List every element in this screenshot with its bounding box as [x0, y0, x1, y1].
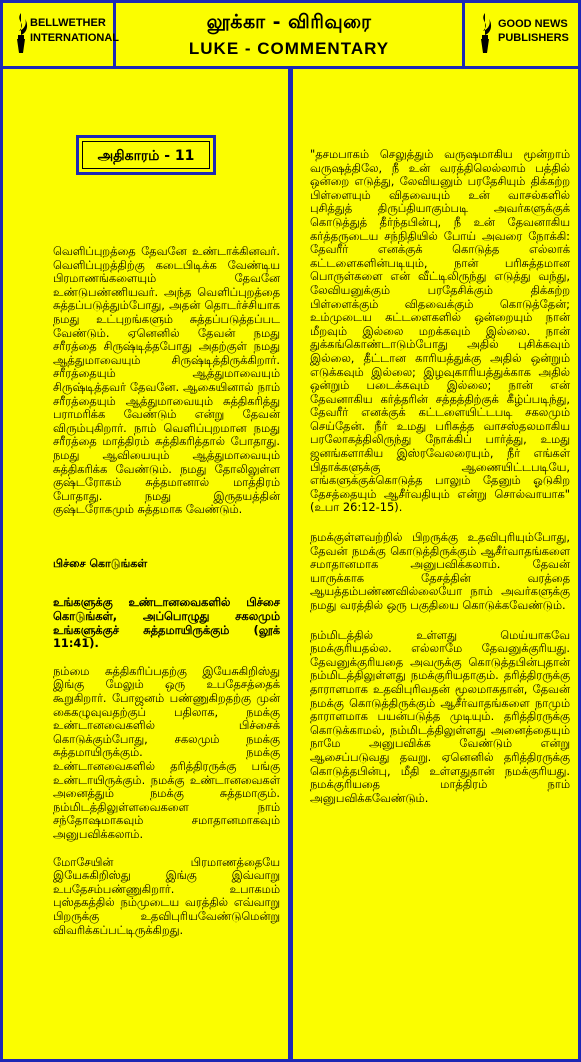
title-tamil: லூக்கா - விரிவுரை: [206, 11, 372, 33]
left-paragraph-2: நம்மை சுத்திகரிப்பதற்கு இயேசுகிறிஸ்து இங்கு மேலும் ஒரு உபதேசத்தைக் கூறுகிறார். போஜனம் பண்ணுகிறதற்கு முன் கைகழுவுவதற்குப் பதிலாக, நமக்கு உண்டானவைகளில் பிச்சைக் கொடுக்கும்போது, சகலமும் நமக்கு சுத்தமாயிருக்கும். நமக்கு உண்டானவைகளில் தரித்திரருக்கு பங்கு உண்டாயிருக்கும். நமக்கு உண்டானவைகள் அனைத்தும் நமக்கு சுத்தமாகும். நம்மிடத்திலுள்ளவைகளை நாம் சந்தோஷமாகவும் சமாதானமாகவும் அனுபவிக்கலாம்.: [53, 663, 280, 841]
right-column: [293, 69, 578, 805]
left-column: [3, 69, 288, 937]
right-paragraph-2: நம்மிடத்தில் உள்ளது மெய்யாகவே நமக்குரியதல்ல. எல்லாமே தேவனுக்குரியது. தேவனுக்குரியதை அவருக்கு கொடுத்தபின்புதான் நம்மிடத்திலுள்ளது நமக்குரியதாகும். தரித்திரருக்கு தாராளமாக உதவிபுரிவதன் மூலமாகதான், தேவன் நமக்கு கொடுத்திருக்கும் ஆசீர்வாதங்களை நாமும் தாராளமாக பயன்படுத்த முடியும். தரித்திரருக்கு கொடுக்காமல், நம்மிடத்திலுள்ளது அனைத்தையும் நாமே அனுபவிக்க வேண்டும் என்று ஆசைப்படுவது தவறு. ஏனெனில் தரித்திரருக்கு கொடுத்தபின்பு, மீதி உள்ளதுதான் நமக்குரியது. நமக்குரியதை மாத்திரம் நாம் அனுபவிக்கவேண்டும்.: [310, 627, 570, 805]
right-logo-line2: PUBLISHERS: [498, 32, 569, 44]
left-logo-line1: BELLWETHER: [30, 17, 106, 29]
title-english: LUKE - COMMENTARY: [188, 39, 390, 58]
header: [3, 3, 578, 66]
chapter-label: அதிகாரம் - 11: [82, 141, 210, 169]
left-paragraph-3: மோசேயின் பிரமாணத்தையே இயேசுகிறிஸ்து இங்கு இவ்வாறு உபதேசம்பண்ணுகிறார். உபாகமம் புஸ்தகத்தில் நம்முடைய வரத்தில் எவ்வாறு பிறருக்கு உதவிபுரியவேண்டுமென்று விவரிக்கப்பட்டிருக்கிறது.: [53, 854, 280, 937]
right-logo-line1: GOOD NEWS: [498, 18, 568, 30]
right-logo: [465, 3, 578, 66]
flame-torch-icon: [475, 11, 495, 55]
flame-torch-icon: [11, 11, 31, 55]
chapter-box: [76, 135, 216, 175]
right-scripture-quote: "தசமபாகம் செலுத்தும் வருஷமாகிய மூன்றாம் வருஷத்திலே, நீ உன் வரத்திலெல்லாம் பத்தில் ஒன்றை எடுத்து, லேவியனும் பரதேசியும் திக்கற்ற பிள்ளையும் விதவையும் உன் வாசல்களில் புசித்துத் திருப்தியாகும்படி அவர்களுக்குக் கொடுத்துத் தீர்ந்தபின்பு, நீ உன் தேவனாகிய கர்த்தருடைய சந்நிதியில் போய் அவரை நோக்கி: தேவரீர் எனக்குக் கொடுத்த எல்லாக் கட்டளைகளின்படியும், நான் பரிசுத்தமான பொருள்களை என் வீட்டிலிருந்து எடுத்து வந்து, லேவியனுக்கும் பரதேசிக்கும் திக்கற்ற பிள்ளைக்கும் விதவைக்கும் கொடுத்தேன்; உம்முடைய கட்டளைகளில் ஒன்றையும் நான் மீறவும் இல்லை மறக்கவும் இல்லை. நான் துக்கங்கொண்டாடும்போது அதில் புசிக்கவும் இல்லை, தீட்டான காரியத்துக்கு அதில் ஒன்றும் எடுக்கவும் இல்லை; இழவுகாரியத்துக்காக அதில் ஒன்றும் படைக்கவும் இல்லை; நான் என் தேவனாகிய கர்த்தரின் சத்தத்திற்குக் கீழ்ப்படிந்து, தேவரீர் எனக்குக் கட்டளையிட்டபடி சகலமும் செய்தேன். நீர் உமது பரிசுத்த வாசஸ்தலமாகிய பரலோகத்திலிருந்து நோக்கிப் பார்த்து, உமது ஜனங்களாகிய இஸ்ரவேலரையும், நீர் எங்கள் பிதாக்களுக்கு ஆணையிட்டபடியே, எங்களுக்குக்கொடுத்த பாலும் தேனும் ஓடுகிற தேசத்தையும் ஆசீர்வதியும் என்று சொல்வாயாக" (உபா 26:12-15).: [310, 147, 570, 515]
left-logo: [3, 3, 120, 66]
left-paragraph-1: வெளிப்புறத்தை தேவனே உண்டாக்கினவர். வெளிப்புறத்திற்கு கடைபிடிக்க வேண்டிய பிரமாணங்களையும் தேவனே உண்டுபண்ணியவர். அந்த வெளிப்புறத்தை சுத்தப்படுத்தும்போது, அதன் தொடர்ச்சியாக நமது உட்புறங்களும் சுத்தப்படுத்தப்பட வேண்டும். ஏனெனில் தேவன் நமது சரீரத்தை சிருஷ்டித்தபோது அதற்குள் நமது ஆத்துமாவையும் சிருஷ்டித்திருக்கிறார். சரீரத்தையும் ஆத்துமாவையும் சிருஷ்டித்தவர் தேவனே. ஆகையினால் நாம் சரீரத்தையும் ஆத்துமாவையும் சுத்திகரித்து பராமரிக்க வேண்டும் என்று தேவன் விரும்புகிறார். நாம் வெளிப்புறமான நமது சரீரத்தை மாத்திரம் சுத்திகரித்தால் போதாது. நமது ஆவியையும் ஆத்துமாவையும் சுத்திகரிக்க வேண்டும். நமது தோலிலுள்ள குஷ்டரோகம் சுத்தமானால் மாத்திரம் போதாது. நமது இருதயத்தின் குஷ்டரோகமும் சுத்தமாக வேண்டும்.: [53, 244, 280, 517]
right-paragraph-1: நமக்குள்ளவற்றில் பிறருக்கு உதவிபுரியும்போது, தேவன் நமக்கு கொடுத்திருக்கும் ஆசீர்வாதங்களை சமாதானமாக அனுபவிக்கலாம். தேவன் யாருக்காக தேசத்தின் வரத்தை ஆயத்தம்பண்ணவில்லையோ நாம் அவர்களுக்கு நமது வரத்தில் ஒரு பகுதியை கொடுக்கவேண்டும்.: [310, 530, 570, 612]
section-heading: பிச்சை கொடுங்கள்: [53, 556, 148, 570]
verse-quote: உங்களுக்கு உண்டானவைகளில் பிச்சை கொடுங்கள், அப்பொழுது சகலமும் உங்களுக்குச் சுத்தமாயிருக்கும் (லூக் 11:41).: [53, 595, 280, 651]
title-block: [116, 3, 465, 66]
left-logo-line2: INTERNATIONAL: [30, 32, 120, 44]
